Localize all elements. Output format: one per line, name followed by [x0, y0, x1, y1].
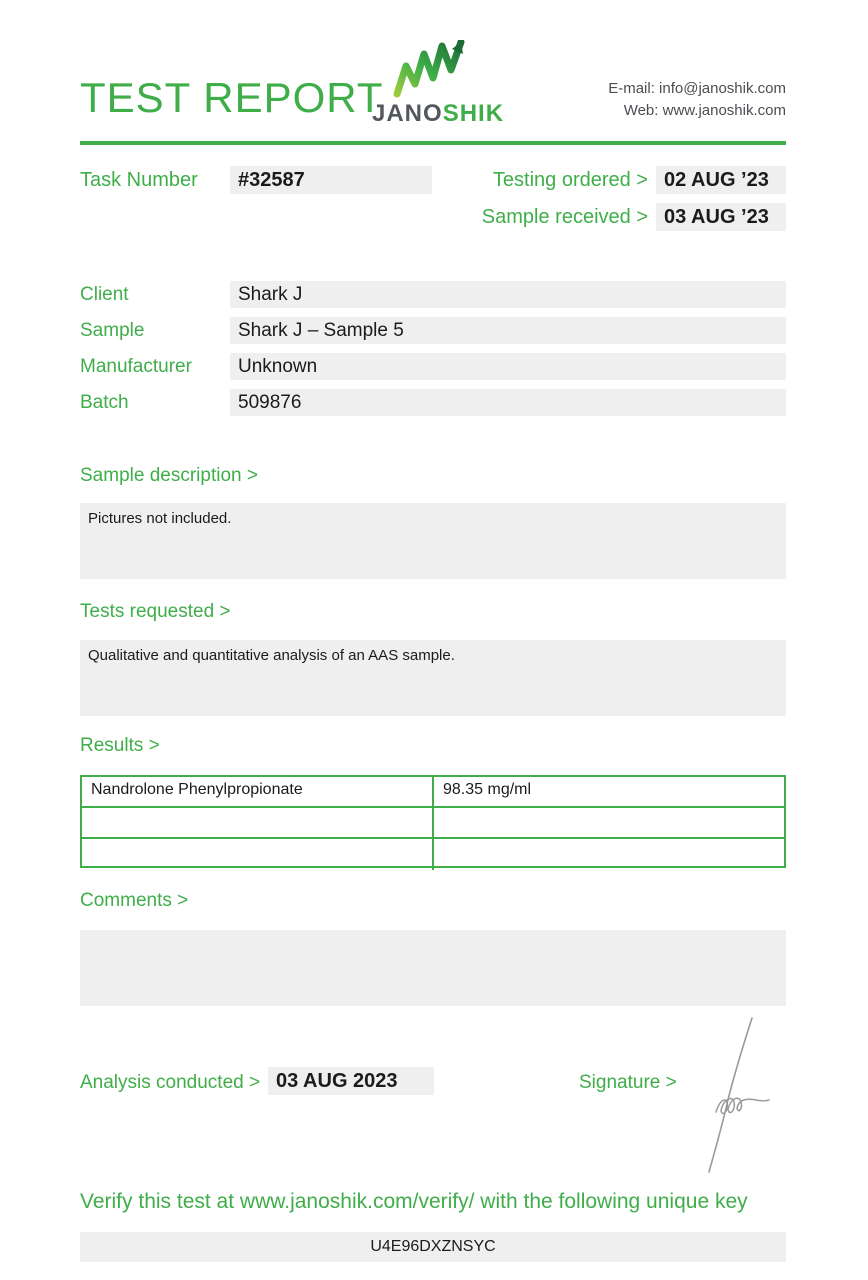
logo-wordmark	[372, 100, 505, 128]
manufacturer-label: Manufacturer	[80, 356, 192, 377]
company-logo	[372, 40, 505, 128]
contact-web: Web: www.janoshik.com	[623, 102, 786, 119]
sample-description-heading: Sample description >	[80, 465, 258, 486]
batch-value: 509876	[230, 389, 786, 416]
result-analyte-cell	[82, 808, 434, 839]
verify-instruction: Verify this test at www.janoshik.com/verify/ with the following unique key	[80, 1190, 748, 1213]
result-value-cell	[434, 808, 784, 839]
comments-box	[80, 930, 786, 1006]
sample-received-value: 03 AUG ’23	[656, 203, 786, 231]
result-analyte-cell	[82, 839, 434, 870]
page-title: TEST REPORT	[80, 74, 384, 121]
signature-scribble	[688, 1012, 792, 1182]
client-value: Shark J	[230, 281, 786, 308]
testing-ordered-value: 02 AUG ’23	[656, 166, 786, 194]
signature-label: Signature >	[579, 1072, 677, 1093]
results-heading: Results >	[80, 735, 160, 756]
contact-info	[608, 78, 786, 122]
sample-label: Sample	[80, 320, 145, 341]
rising-chart-arrow-icon	[391, 40, 477, 98]
logo-shik: SHIK	[442, 100, 505, 127]
batch-label: Batch	[80, 392, 129, 413]
tests-requested-box: Qualitative and quantitative analysis of an AAS sample.	[80, 640, 786, 716]
testing-ordered-label: Testing ordered >	[492, 169, 648, 191]
result-analyte-cell: Nandrolone Phenylpropionate	[82, 777, 434, 808]
comments-heading: Comments >	[80, 890, 189, 911]
results-table	[80, 775, 786, 868]
client-label: Client	[80, 284, 129, 305]
sample-description-box: Pictures not included.	[80, 503, 786, 579]
analysis-conducted-label: Analysis conducted >	[80, 1072, 261, 1093]
contact-email: E-mail: info@janoshik.com	[608, 80, 786, 97]
task-number-value: #32587	[230, 166, 432, 194]
header-divider	[80, 141, 786, 145]
result-value-cell: 98.35 mg/ml	[434, 777, 784, 808]
task-number-label: Task Number	[80, 169, 198, 191]
logo-jano: JANO	[372, 100, 443, 127]
analysis-conducted-value: 03 AUG 2023	[268, 1067, 434, 1095]
sample-value: Shark J – Sample 5	[230, 317, 786, 344]
manufacturer-value: Unknown	[230, 353, 786, 380]
result-value-cell	[434, 839, 784, 870]
verify-key: U4E96DXZNSYC	[80, 1232, 786, 1262]
tests-requested-heading: Tests requested >	[80, 601, 231, 622]
sample-received-label: Sample received >	[481, 206, 648, 228]
